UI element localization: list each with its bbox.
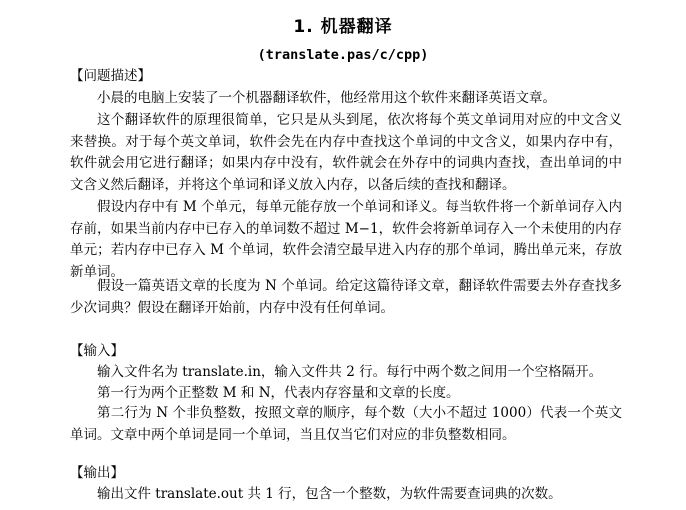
input-paragraph: 输入文件名为 translate.in，输入文件共 2 行。每行中两个数之间用一个空格隔开。 [97, 364, 603, 380]
description-paragraph: 小晨的电脑上安装了一个机器翻译软件，他经常用这个软件来翻译英语文章。 [97, 90, 556, 106]
input-paragraph: 第一行为两个正整数 M 和 N，代表内存容量和文章的长度。 [97, 385, 460, 401]
input-heading: 【输入】 [70, 343, 124, 359]
input-paragraph: 第二行为 N 个非负整数，按照文章的顺序，每个数（大小不超过 1000）代表一个英文单词。文章中两个单词是同一个单词，当且仅当它们对应的非负整数相同。 [70, 405, 622, 443]
problem-filename: (translate.pas/c/cpp) [257, 47, 429, 63]
output-paragraph: 输出文件 translate.out 共 1 行，包含一个整数，为软件需要查词典的次数。 [97, 486, 562, 502]
description-paragraph: 假设一篇英语文章的长度为 N 个单词。给定这篇待译文章，翻译软件需要去外存查找多少次词典？假设在翻译开始前，内存中没有任何单词。 [70, 278, 622, 316]
description-heading: 【问题描述】 [70, 68, 151, 84]
problem-title: 1. 机器翻译 [293, 17, 393, 37]
description-paragraph: 假设内存中有 M 个单元，每单元能存放一个单词和译义。每当软件将一个新单词存入内存前，如果当前内存中已存入的单词数不超过 M−1，软件会将新单词存入一个未使用的内存单元；若内存中已存入 M 个单词，软件会清空最早进入内存的那个单词，腾出单元来，存放新单词。 [70, 199, 622, 281]
description-paragraph: 这个翻译软件的原理很简单，它只是从头到尾，依次将每个英文单词用对应的中文含义来替换。对于每个英文单词，软件会先在内存中查找这个单词的中文含义，如果内存中有，软件就会用它进行翻译；如果内存中没有，软件就会在外存中的词典内查找，查出单词的中文含义然后翻译，并将这个单词和译义放入内存，以备后续的查找和翻译。 [70, 112, 622, 194]
output-heading: 【输出】 [70, 465, 124, 481]
